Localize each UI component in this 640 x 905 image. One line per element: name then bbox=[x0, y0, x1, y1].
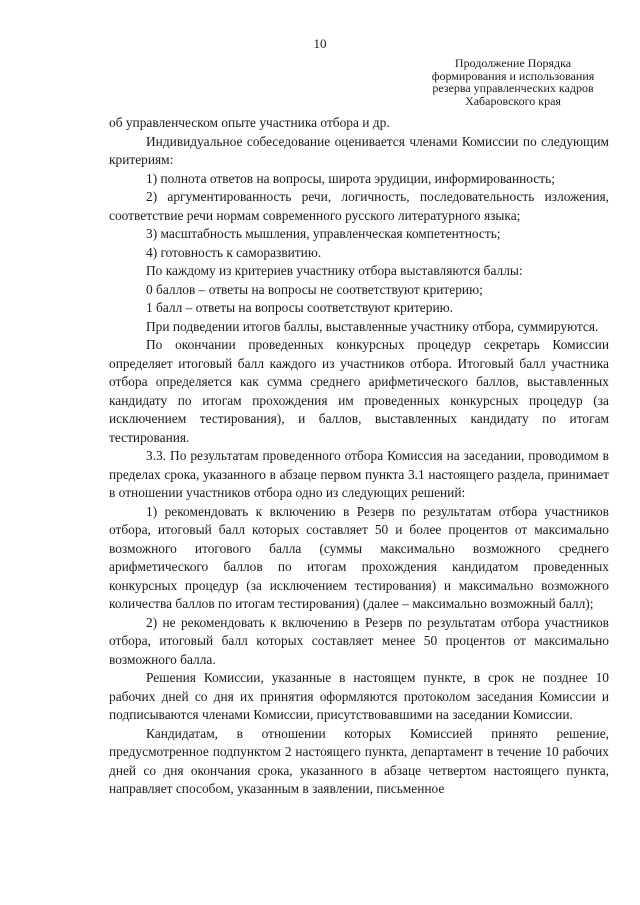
document-header bbox=[418, 57, 608, 107]
document-body bbox=[109, 114, 609, 799]
decision-1: 1) рекомендовать к включению в Резерв по результатам отбора участников отбора, итоговый балл которых составляет 50 и более процентов от максимально возможного итогового балла (суммы максимально возможного среднего арифметического баллов по итогам прохождения кандидатом проведенных конкурсных процедур (за исключением тестирования) и максимально возможного количества баллов по итогам тестирования) (далее – максимально возможный балл); bbox=[109, 503, 609, 611]
paragraph-candidates-notice: Кандидатам, в отношении которых Комиссией принято решение, предусмотренное подпунктом 2 настоящего пункта, департамент в течение 10 рабочих дней со дня окончания срока, указанного в абзаце четвертом настоящего пункта, направляет способом, указанным в заявлении, письменное bbox=[109, 725, 609, 796]
paragraph-interview-criteria-intro: Индивидуальное собеседование оценивается членами Комиссии по следующим критериям: bbox=[109, 133, 609, 167]
page-number: 10 bbox=[313, 36, 327, 51]
paragraph-3-3: 3.3. По результатам проведенного отбора Комиссия на заседании, проводимом в пределах срока, указанного в абзаце первом пункта 3.1 настоящего раздела, принимает в отношении участников отбора одно из следующих решений: bbox=[109, 448, 609, 500]
header-line-4: Хабаровского края bbox=[465, 93, 561, 108]
decision-2: 2) не рекомендовать к включению в Резерв по результатам отбора участников отбора, итоговый балл которых составляет менее 50 процентов от максимально возможного балла. bbox=[109, 614, 609, 667]
criterion-4: 4) готовность к саморазвитию. bbox=[146, 244, 322, 260]
paragraph-final-score: По окончании проведенных конкурсных процедур секретарь Комиссии определяет итоговый балл каждого из участников отбора. Итоговый балл участника отбора определяется как сумма среднего арифметического баллов, выставленных кандидату по итогам прохождения им проведенных конкурсных процедур (за исключением тестирования), и баллов, выставленных кандидату по итогам тестирования. bbox=[109, 337, 609, 445]
paragraph-summation: При подведении итогов баллы, выставленные участнику отбора, суммируются. bbox=[146, 318, 599, 334]
criterion-1: 1) полнота ответов на вопросы, широта эрудиции, информированность; bbox=[146, 170, 555, 186]
score-one: 1 балл – ответы на вопросы соответствуют критерию. bbox=[146, 300, 453, 315]
header-line-1: Продолжение Порядка bbox=[454, 56, 572, 70]
criterion-3: 3) масштабность мышления, управленческая компетентность; bbox=[146, 226, 501, 241]
paragraph-decisions-protocol: Решения Комиссии, указанные в настоящем пункте, в срок не позднее 10 рабочих дней со дня их принятия оформляются протоколом заседания Комиссии и подписываются членами Комиссии, присутствовавшими на заседании Комиссии. bbox=[109, 670, 609, 722]
header-line-3: резерва управленческих кадров bbox=[432, 81, 594, 95]
header-line-2: формирования и использования bbox=[431, 68, 595, 83]
paragraph-continuation: об управленческом опыте участника отбора и др. bbox=[109, 115, 390, 130]
score-zero: 0 баллов – ответы на вопросы не соответствуют критерию; bbox=[146, 281, 483, 297]
paragraph-scores-intro: По каждому из критериев участнику отбора выставляются баллы: bbox=[146, 263, 523, 278]
criterion-2: 2) аргументированность речи, логичность, последовательность изложения, соответствие речи нормам современного русского литературного языка; bbox=[109, 189, 609, 223]
